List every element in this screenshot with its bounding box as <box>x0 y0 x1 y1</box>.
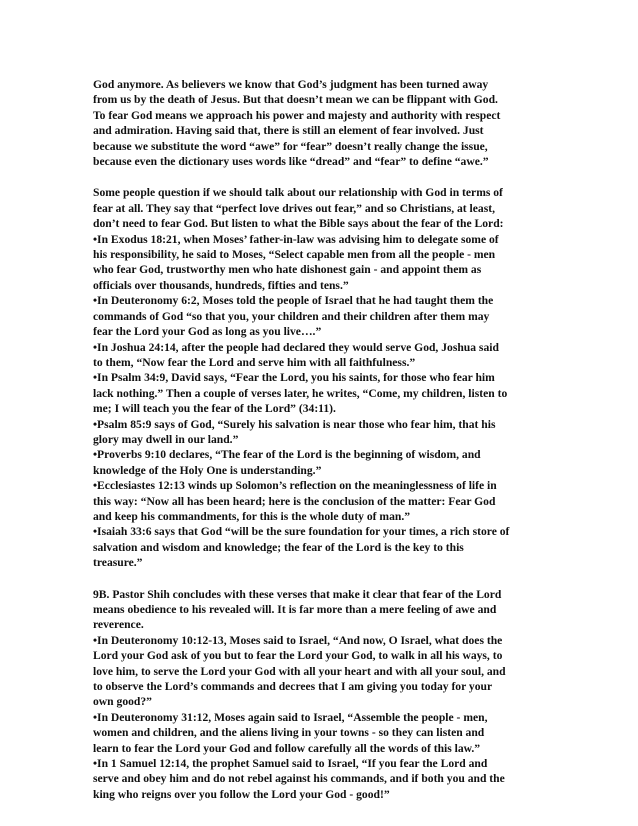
text-line: and admiration. Having said that, there is still an element of fear involved. Just <box>93 124 484 138</box>
text-line: from us by the death of Jesus. But that doesn’t mean we can be flippant with God. <box>93 93 498 107</box>
text-line: to observe the Lord’s commands and decrees that I am giving you today for your <box>93 680 493 694</box>
text-line: don’t need to fear God. But listen to what the Bible says about the fear of the Lord: <box>93 217 504 231</box>
text-line: women and children, and the aliens living in your towns - so they can listen and <box>93 726 485 740</box>
text-line: fear at all. They say that “perfect love drives out fear,” and so Christians, at least, <box>93 201 495 215</box>
text-line: •In Exodus 18:21, when Moses’ father-in-law was advising him to delegate some of <box>93 232 499 246</box>
text-line: because we substitute the word “awe” for “fear” doesn’t really change the issue, <box>93 139 488 153</box>
text-line: •In Deuteronomy 31:12, Moses again said to Israel, “Assemble the people - men, <box>93 710 488 724</box>
text-line: •Proverbs 9:10 declares, “The fear of the Lord is the beginning of wisdom, and <box>93 448 481 462</box>
text-line: •Psalm 85:9 says of God, “Surely his salvation is near those who fear him, that his <box>93 417 496 431</box>
text-line: salvation and wisdom and knowledge; the fear of the Lord is the key to this <box>93 540 464 554</box>
text-line: because even the dictionary uses words like “dread” and “fear” to define “awe.” <box>93 155 489 169</box>
text-line: and keep his commandments, for this is the whole duty of man.” <box>93 509 411 523</box>
text-line: officials over thousands, hundreds, fifties and tens.” <box>93 278 349 292</box>
text-line: •In Psalm 34:9, David says, “Fear the Lord, you his saints, for those who fear him <box>93 371 495 385</box>
text-line: me; I will teach you the fear of the Lord” (34:11). <box>93 402 336 416</box>
text-line: •In Deuteronomy 10:12-13, Moses said to Israel, “And now, O Israel, what does the <box>93 633 503 647</box>
text-line: means obedience to his revealed will. It is far more than a mere feeling of awe and <box>93 603 497 616</box>
text-line: commands of God “so that you, your children and their children after them may <box>93 309 490 323</box>
text-line: love him, to serve the Lord your God with all your heart and with all your soul, and <box>93 664 506 678</box>
document-page <box>93 77 553 818</box>
text-line: lack nothing.” Then a couple of verses later, he writes, “Come, my children, listen to <box>93 386 508 400</box>
text-line: glory may dwell in our land.” <box>93 432 239 446</box>
text-line: To fear God means we approach his power and majesty and authority with respect <box>93 108 501 122</box>
text-line: fear the Lord your God as long as you live….” <box>93 325 322 339</box>
text-line: learn to fear the Lord your God and follow carefully all the words of this law.” <box>93 741 481 755</box>
text-line: to them, “Now fear the Lord and serve him with all faithfulness.” <box>93 355 416 369</box>
text-line: 9B. Pastor Shih concludes with these verses that make it clear that fear of the Lord <box>93 587 502 601</box>
text-line: God anymore. As believers we know that God’s judgment has been turned away <box>93 78 489 91</box>
text-line: Some people question if we should talk about our relationship with God in terms of <box>93 186 503 200</box>
text-line: •Ecclesiastes 12:13 winds up Solomon’s reflection on the meaninglessness of life in <box>93 479 497 493</box>
text-line: knowledge of the Holy One is understanding.” <box>93 463 322 477</box>
text-line: •In Deuteronomy 6:2, Moses told the people of Israel that he had taught them the <box>93 294 494 308</box>
text-line: own good?” <box>93 695 152 709</box>
text-line: serve and obey him and do not rebel against his commands, and if both you and the <box>93 772 505 786</box>
paragraph-bible-verses <box>93 185 553 570</box>
text-line: this way: “Now all has been heard; here is the conclusion of the matter: Fear God <box>93 494 496 508</box>
text-line: who fear God, trustworthy men who hate dishonest gain - and appoint them as <box>93 263 482 277</box>
text-line: his responsibility, he said to Moses, “Select capable men from all the people - men <box>93 248 496 262</box>
text-line: king who reigns over you follow the Lord your God - good!” <box>93 787 390 801</box>
text-line: Lord your God ask of you but to fear the Lord your God, to walk in all his ways, to <box>93 649 503 663</box>
text-line: reverence. <box>93 618 144 632</box>
paragraph-fear-and-awe <box>93 77 553 169</box>
paragraph-obedience <box>93 587 553 803</box>
text-line: •Isaiah 33:6 says that God “will be the sure foundation for your times, a rich store of <box>93 525 510 539</box>
text-line: •In 1 Samuel 12:14, the prophet Samuel said to Israel, “If you fear the Lord and <box>93 757 488 771</box>
text-line: •In Joshua 24:14, after the people had declared they would serve God, Joshua said <box>93 340 499 354</box>
text-line: treasure.” <box>93 556 143 570</box>
